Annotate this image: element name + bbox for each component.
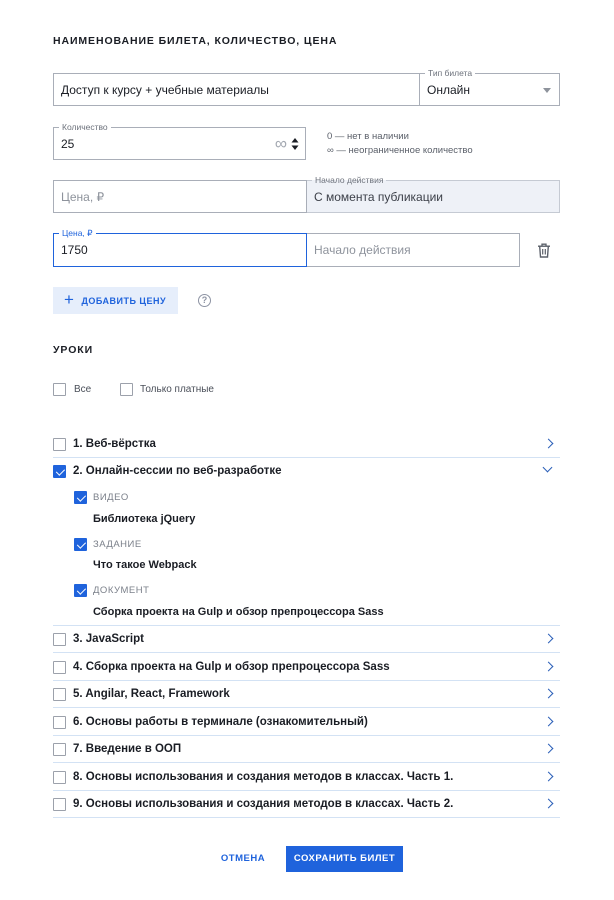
filter-paid-checkbox[interactable] — [120, 383, 133, 396]
lesson-title: 8. Основы использования и создания методов в классах. Часть 1. — [73, 771, 454, 783]
sub-item-title: Сборка проекта на Gulp и обзор препроцессора Sass — [93, 606, 384, 618]
lesson-row[interactable] — [53, 736, 560, 763]
hint-infinite: ∞ — неограниченное количество — [327, 145, 473, 156]
lesson-title: 7. Введение в ООП — [73, 743, 182, 755]
ticket-name-input[interactable] — [53, 73, 420, 106]
lesson-row[interactable] — [53, 626, 560, 653]
start-date-placeholder-2: Начало действия — [314, 243, 411, 257]
sub-item-type: ЗАДАНИЕ — [93, 539, 142, 550]
chevron-right-icon[interactable] — [544, 689, 554, 699]
add-price-button[interactable] — [53, 287, 178, 314]
chevron-down-icon[interactable] — [543, 463, 553, 473]
ticket-type-select[interactable] — [420, 68, 560, 106]
price-value-2: 1750 — [61, 243, 88, 257]
infinity-icon[interactable]: ∞ — [274, 134, 287, 153]
start-date-field-1[interactable] — [307, 175, 560, 213]
lesson-checkbox[interactable] — [53, 633, 66, 646]
lesson-title: 4. Сборка проекта на Gulp и обзор препроцессора Sass — [73, 661, 390, 673]
lesson-title: 3. JavaScript — [73, 633, 144, 645]
start-date-value-1: С момента публикации — [314, 189, 443, 204]
lesson-row[interactable] — [53, 709, 560, 736]
plus-icon: + — [64, 290, 75, 309]
lesson-checkbox[interactable] — [53, 743, 66, 756]
chevron-right-icon[interactable] — [544, 799, 554, 809]
lesson-row[interactable] — [53, 791, 560, 818]
sub-item-type: ДОКУМЕНТ — [93, 585, 150, 596]
lesson-checkbox[interactable] — [53, 465, 66, 478]
stepper-icon[interactable] — [291, 137, 299, 151]
lesson-row[interactable] — [53, 654, 560, 681]
price-input-1[interactable] — [53, 180, 307, 213]
cancel-button[interactable]: ОТМЕНА — [220, 853, 266, 864]
lesson-row[interactable] — [53, 681, 560, 708]
lesson-checkbox[interactable] — [53, 688, 66, 701]
quantity-label: Количество — [59, 121, 111, 133]
lesson-checkbox[interactable] — [53, 716, 66, 729]
chevron-right-icon[interactable] — [544, 772, 554, 782]
trash-icon[interactable] — [537, 243, 551, 258]
sub-item-title: Библиотека jQuery — [93, 513, 196, 525]
ticket-section-title: НАИМЕНОВАНИЕ БИЛЕТА, КОЛИЧЕСТВО, ЦЕНА — [53, 35, 338, 47]
ticket-type-value: Онлайн — [427, 82, 470, 97]
chevron-right-icon[interactable] — [544, 717, 554, 727]
start-date-label-1: Начало действия — [312, 174, 386, 186]
quantity-value: 25 — [61, 136, 75, 151]
sub-item-title: Что такое Webpack — [93, 559, 197, 571]
chevron-right-icon[interactable] — [544, 744, 554, 754]
lesson-row[interactable] — [53, 764, 560, 791]
price-input-2[interactable] — [53, 228, 307, 267]
ticket-name-value: Доступ к курсу + учебные материалы — [61, 82, 269, 97]
lesson-row[interactable] — [53, 431, 560, 458]
sub-item-type: ВИДЕО — [93, 492, 129, 503]
ticket-type-label: Тип билета — [425, 67, 475, 79]
save-ticket-button[interactable]: СОХРАНИТЬ БИЛЕТ — [286, 846, 403, 872]
add-price-label: ДОБАВИТЬ ЦЕНУ — [81, 295, 167, 306]
lesson-checkbox[interactable] — [53, 798, 66, 811]
lessons-section-title: УРОКИ — [53, 344, 94, 356]
quantity-input[interactable] — [53, 122, 306, 160]
price-placeholder-1: Цена, ₽ — [61, 189, 105, 204]
sub-item-checkbox[interactable] — [74, 538, 87, 551]
filter-all-checkbox[interactable] — [53, 383, 66, 396]
lesson-checkbox[interactable] — [53, 771, 66, 784]
chevron-right-icon[interactable] — [544, 662, 554, 672]
filter-all-label: Все — [74, 384, 92, 395]
lesson-title: 9. Основы использования и создания методов в классах. Часть 2. — [73, 798, 454, 810]
lesson-checkbox[interactable] — [53, 438, 66, 451]
caret-down-icon — [543, 88, 551, 93]
start-date-input-2[interactable] — [306, 233, 520, 267]
lesson-title: 2. Онлайн-сессии по веб-разработке — [73, 465, 282, 477]
lesson-checkbox[interactable] — [53, 661, 66, 674]
chevron-right-icon[interactable] — [544, 634, 554, 644]
sub-item-checkbox[interactable] — [74, 584, 87, 597]
chevron-right-icon[interactable] — [544, 439, 554, 449]
lesson-row-expanded[interactable] — [53, 458, 560, 485]
help-icon[interactable]: ? — [198, 294, 211, 307]
lesson-title: 6. Основы работы в терминале (ознакомительный) — [73, 716, 368, 728]
sub-item-checkbox[interactable] — [74, 491, 87, 504]
hint-zero: 0 — нет в наличии — [327, 131, 409, 142]
price-label-2: Цена, ₽ — [59, 227, 96, 239]
lesson-title: 1. Веб-вёрстка — [73, 438, 156, 450]
filter-paid-label: Только платные — [140, 384, 214, 395]
lesson-title: 5. Angilar, React, Framework — [73, 688, 230, 700]
